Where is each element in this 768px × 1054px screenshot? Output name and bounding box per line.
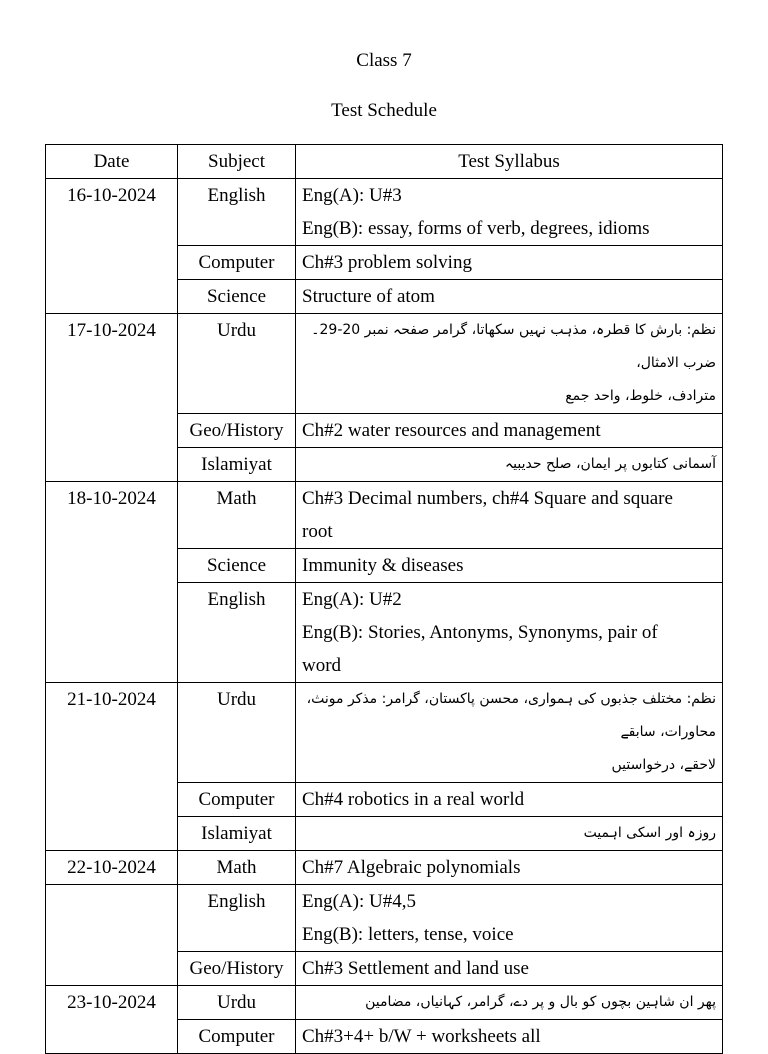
syllabus-cell	[296, 683, 723, 783]
header-subject: Subject	[178, 145, 296, 179]
table-row	[46, 885, 723, 952]
table-header-row	[46, 145, 723, 179]
date-cell: 17-10-2024	[46, 314, 178, 482]
syllabus-line: Ch#3 Decimal numbers, ch#4 Square and square	[302, 488, 673, 509]
syllabus-line: پھر ان شاہین بچوں کو بال و پر دے، گرامر، کہانیاں، مضامین	[365, 994, 716, 1010]
syllabus-line: Eng(A): U#3	[302, 185, 402, 206]
header-date: Date	[46, 145, 178, 179]
syllabus-cell	[296, 448, 723, 482]
subject-cell: Urdu	[178, 683, 296, 783]
syllabus-cell	[296, 885, 723, 952]
syllabus-line: Ch#3 problem solving	[302, 252, 472, 273]
date-cell: 16-10-2024	[46, 179, 178, 314]
syllabus-cell	[296, 280, 723, 314]
syllabus-line: آسمانی کتابوں پر ایمان، صلح حدیبیہ	[504, 456, 716, 472]
syllabus-line: Eng(A): U#2	[302, 589, 402, 610]
subject-cell: English	[178, 179, 296, 246]
syllabus-line: Ch#2 water resources and management	[302, 420, 601, 441]
subject-cell: Geo/History	[178, 952, 296, 986]
schedule-title: Test Schedule	[331, 100, 437, 121]
syllabus-cell	[296, 783, 723, 817]
syllabus-cell	[296, 314, 723, 414]
syllabus-line: مترادف، خلوط، واحد جمع	[565, 388, 716, 404]
table-body	[46, 179, 723, 1054]
syllabus-cell	[296, 851, 723, 885]
syllabus-line: Immunity & diseases	[302, 555, 464, 576]
subject-cell: Computer	[178, 1020, 296, 1054]
syllabus-line: Ch#7 Algebraic polynomials	[302, 857, 521, 878]
subject-cell: Urdu	[178, 314, 296, 414]
syllabus-cell	[296, 549, 723, 583]
subject-cell: Science	[178, 549, 296, 583]
syllabus-line: روزہ اور اسکی اہمیت	[583, 825, 716, 841]
subject-cell: Urdu	[178, 986, 296, 1020]
date-cell	[46, 885, 178, 986]
syllabus-cell	[296, 952, 723, 986]
syllabus-cell	[296, 1020, 723, 1054]
subject-cell: English	[178, 583, 296, 683]
subject-cell: Science	[178, 280, 296, 314]
syllabus-cell	[296, 179, 723, 246]
syllabus-cell	[296, 246, 723, 280]
syllabus-line: Ch#4 robotics in a real world	[302, 789, 525, 810]
subject-cell: Math	[178, 851, 296, 885]
syllabus-line: Ch#3+4+ b/W + worksheets all	[302, 1026, 541, 1047]
date-cell: 21-10-2024	[46, 683, 178, 851]
syllabus-line: Eng(A): U#4,5	[302, 891, 416, 912]
syllabus-line: root	[302, 521, 333, 542]
subject-cell: Islamiyat	[178, 448, 296, 482]
subject-cell: Computer	[178, 783, 296, 817]
header-syllabus: Test Syllabus	[296, 145, 723, 179]
syllabus-cell	[296, 986, 723, 1020]
table-row	[46, 482, 723, 549]
table-row	[46, 314, 723, 414]
syllabus-line: Ch#3 Settlement and land use	[302, 958, 529, 979]
class-title: Class 7	[356, 50, 412, 71]
syllabus-line: Eng(B): Stories, Antonyms, Synonyms, pair of	[302, 622, 658, 643]
date-cell: 23-10-2024	[46, 986, 178, 1054]
syllabus-line: Eng(B): essay, forms of verb, degrees, idioms	[302, 218, 650, 239]
table-row	[46, 986, 723, 1020]
subject-cell: Geo/History	[178, 414, 296, 448]
subject-cell: Computer	[178, 246, 296, 280]
table-row	[46, 683, 723, 783]
syllabus-cell	[296, 414, 723, 448]
table-row	[46, 179, 723, 246]
subject-cell: Islamiyat	[178, 817, 296, 851]
table-row	[46, 851, 723, 885]
test-schedule-table	[45, 144, 723, 1054]
subject-cell: Math	[178, 482, 296, 549]
syllabus-cell	[296, 817, 723, 851]
date-cell: 22-10-2024	[46, 851, 178, 885]
date-cell: 18-10-2024	[46, 482, 178, 683]
subject-cell: English	[178, 885, 296, 952]
syllabus-line: نظم: بارش کا قطرہ، مذہب نہیں سکھاتا، گرامر صفحہ نمبر 20-29۔ ضرب الامثال،	[311, 322, 716, 371]
syllabus-line: Eng(B): letters, tense, voice	[302, 924, 514, 945]
syllabus-line: word	[302, 655, 342, 676]
syllabus-line: Structure of atom	[302, 286, 435, 307]
syllabus-cell	[296, 482, 723, 549]
syllabus-line: نظم: مختلف جذبوں کی ہمواری، محسن پاکستان، گرامر: مذکر مونث، محاورات، سابقے	[306, 691, 716, 740]
syllabus-line: لاحقے، درخواستیں	[611, 757, 716, 773]
syllabus-cell	[296, 583, 723, 683]
